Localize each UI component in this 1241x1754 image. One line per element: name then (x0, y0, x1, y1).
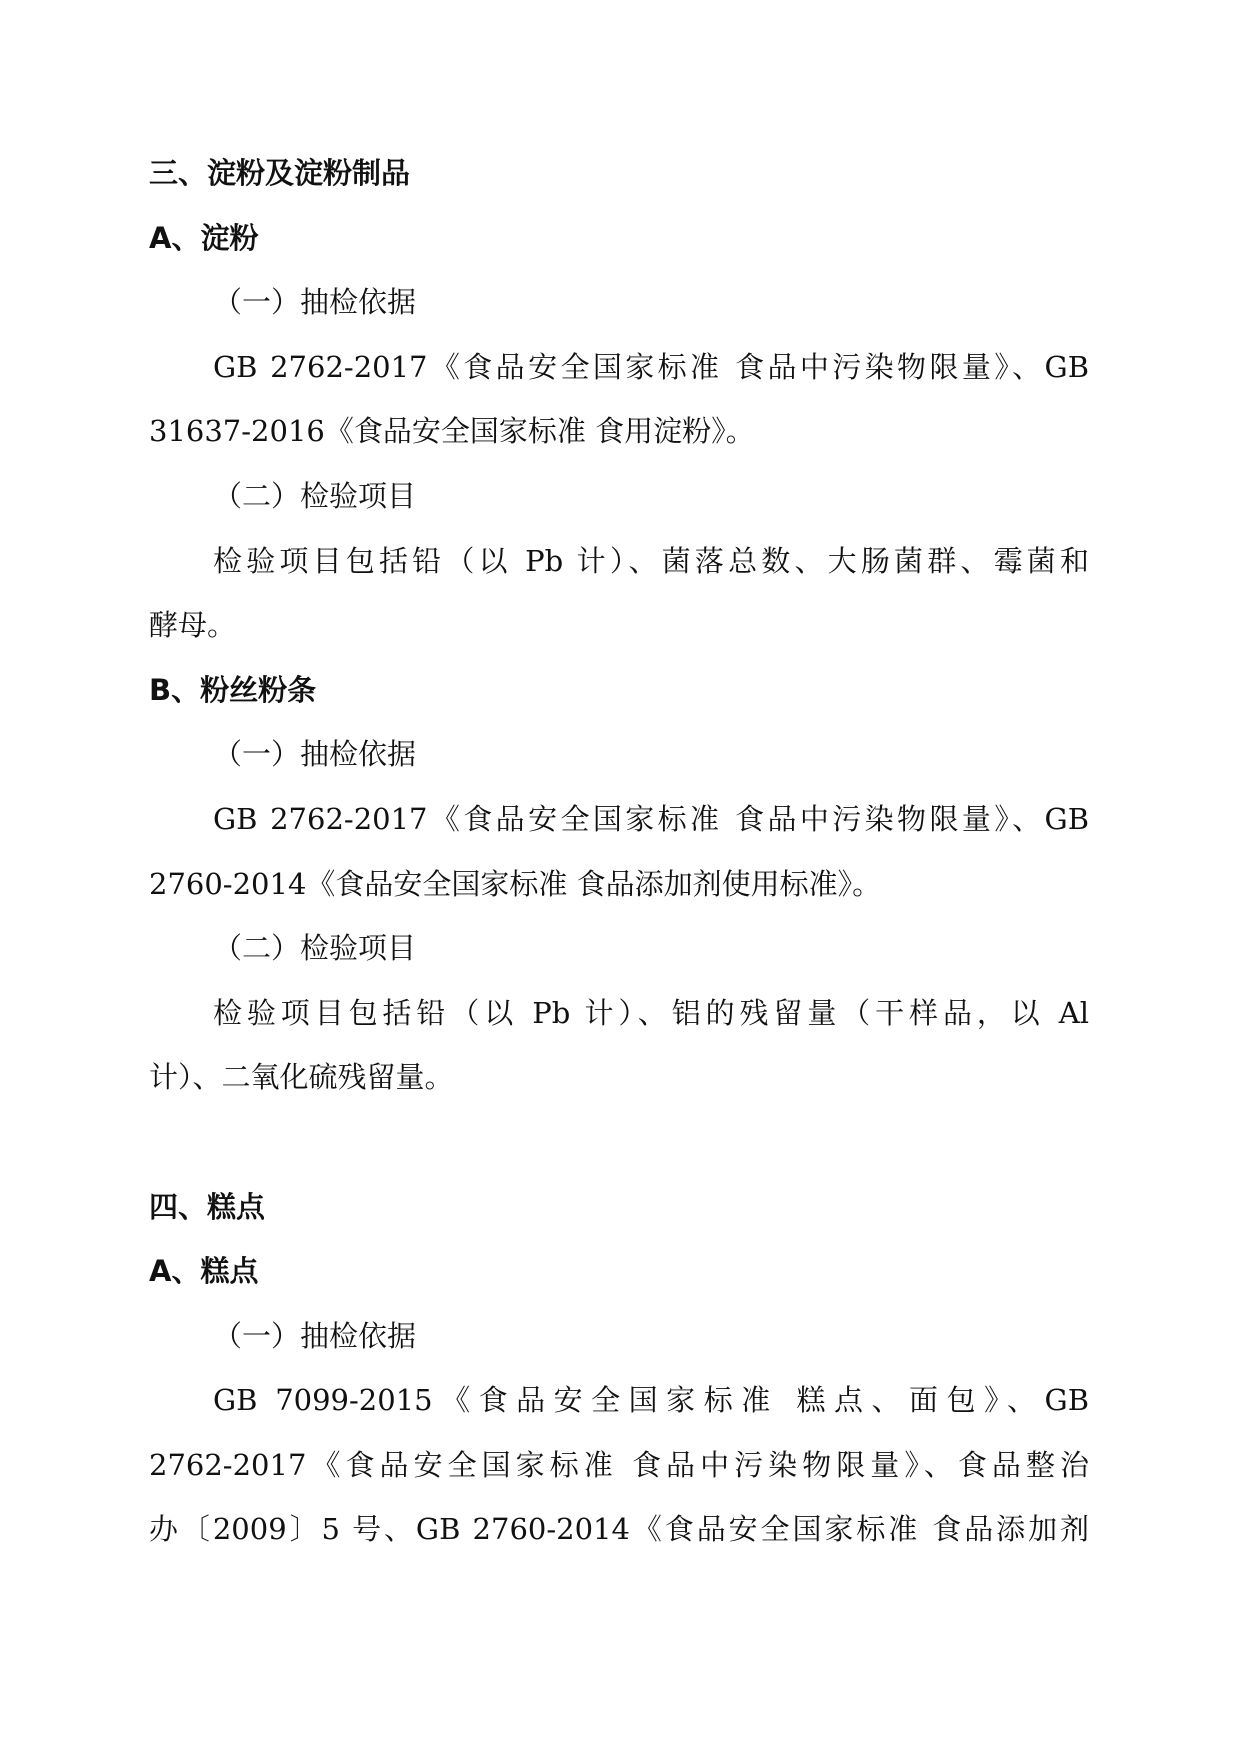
paragraph-heading: （一）抽检依据 (213, 1318, 417, 1353)
paragraph-line: 检验项目包括铅（以 Pb 计）、菌落总数、大肠菌群、霉菌和 (213, 543, 1089, 578)
paragraph-line: GB 2762-2017《食品安全国家标准 食品中污染物限量》、GB (213, 801, 1089, 836)
paragraph-line: 办〔2009〕5 号、GB 2760-2014《食品安全国家标准 食品添加剂 (149, 1512, 1089, 1547)
subsection-heading: B、粉丝粉条 (149, 672, 317, 707)
document-page (149, 141, 1089, 1562)
section-heading: 三、淀粉及淀粉制品 (149, 156, 411, 190)
paragraph-heading: （一）抽检依据 (213, 737, 417, 772)
paragraph-heading: （一）抽检依据 (213, 285, 417, 320)
paragraph-line: 计）、二氧化硫残留量。 (149, 1060, 454, 1095)
paragraph-line: 检验项目包括铅（以 Pb 计）、铝的残留量（干样品，以 Al (213, 995, 1089, 1030)
paragraph-line: 2762-2017《食品安全国家标准 食品中污染物限量》、食品整治 (149, 1447, 1089, 1482)
paragraph-heading: （二）检验项目 (213, 931, 417, 966)
paragraph-line: GB 2762-2017《食品安全国家标准 食品中污染物限量》、GB (213, 349, 1089, 384)
paragraph-line: 酵母。 (149, 608, 237, 643)
subsection-heading: A、淀粉 (149, 220, 259, 255)
paragraph-heading: （二）检验项目 (213, 478, 417, 513)
paragraph-line: GB 7099-2015《食品安全国家标准 糕点、面包》、GB (213, 1383, 1089, 1418)
blank-line (149, 1110, 1089, 1175)
subsection-heading: A、糕点 (149, 1254, 259, 1289)
section-heading: 四、糕点 (149, 1189, 266, 1224)
paragraph-line: 2760-2014《食品安全国家标准 食品添加剂使用标准》。 (149, 866, 882, 901)
paragraph-line: 31637-2016《食品安全国家标准 食用淀粉》。 (149, 414, 755, 449)
